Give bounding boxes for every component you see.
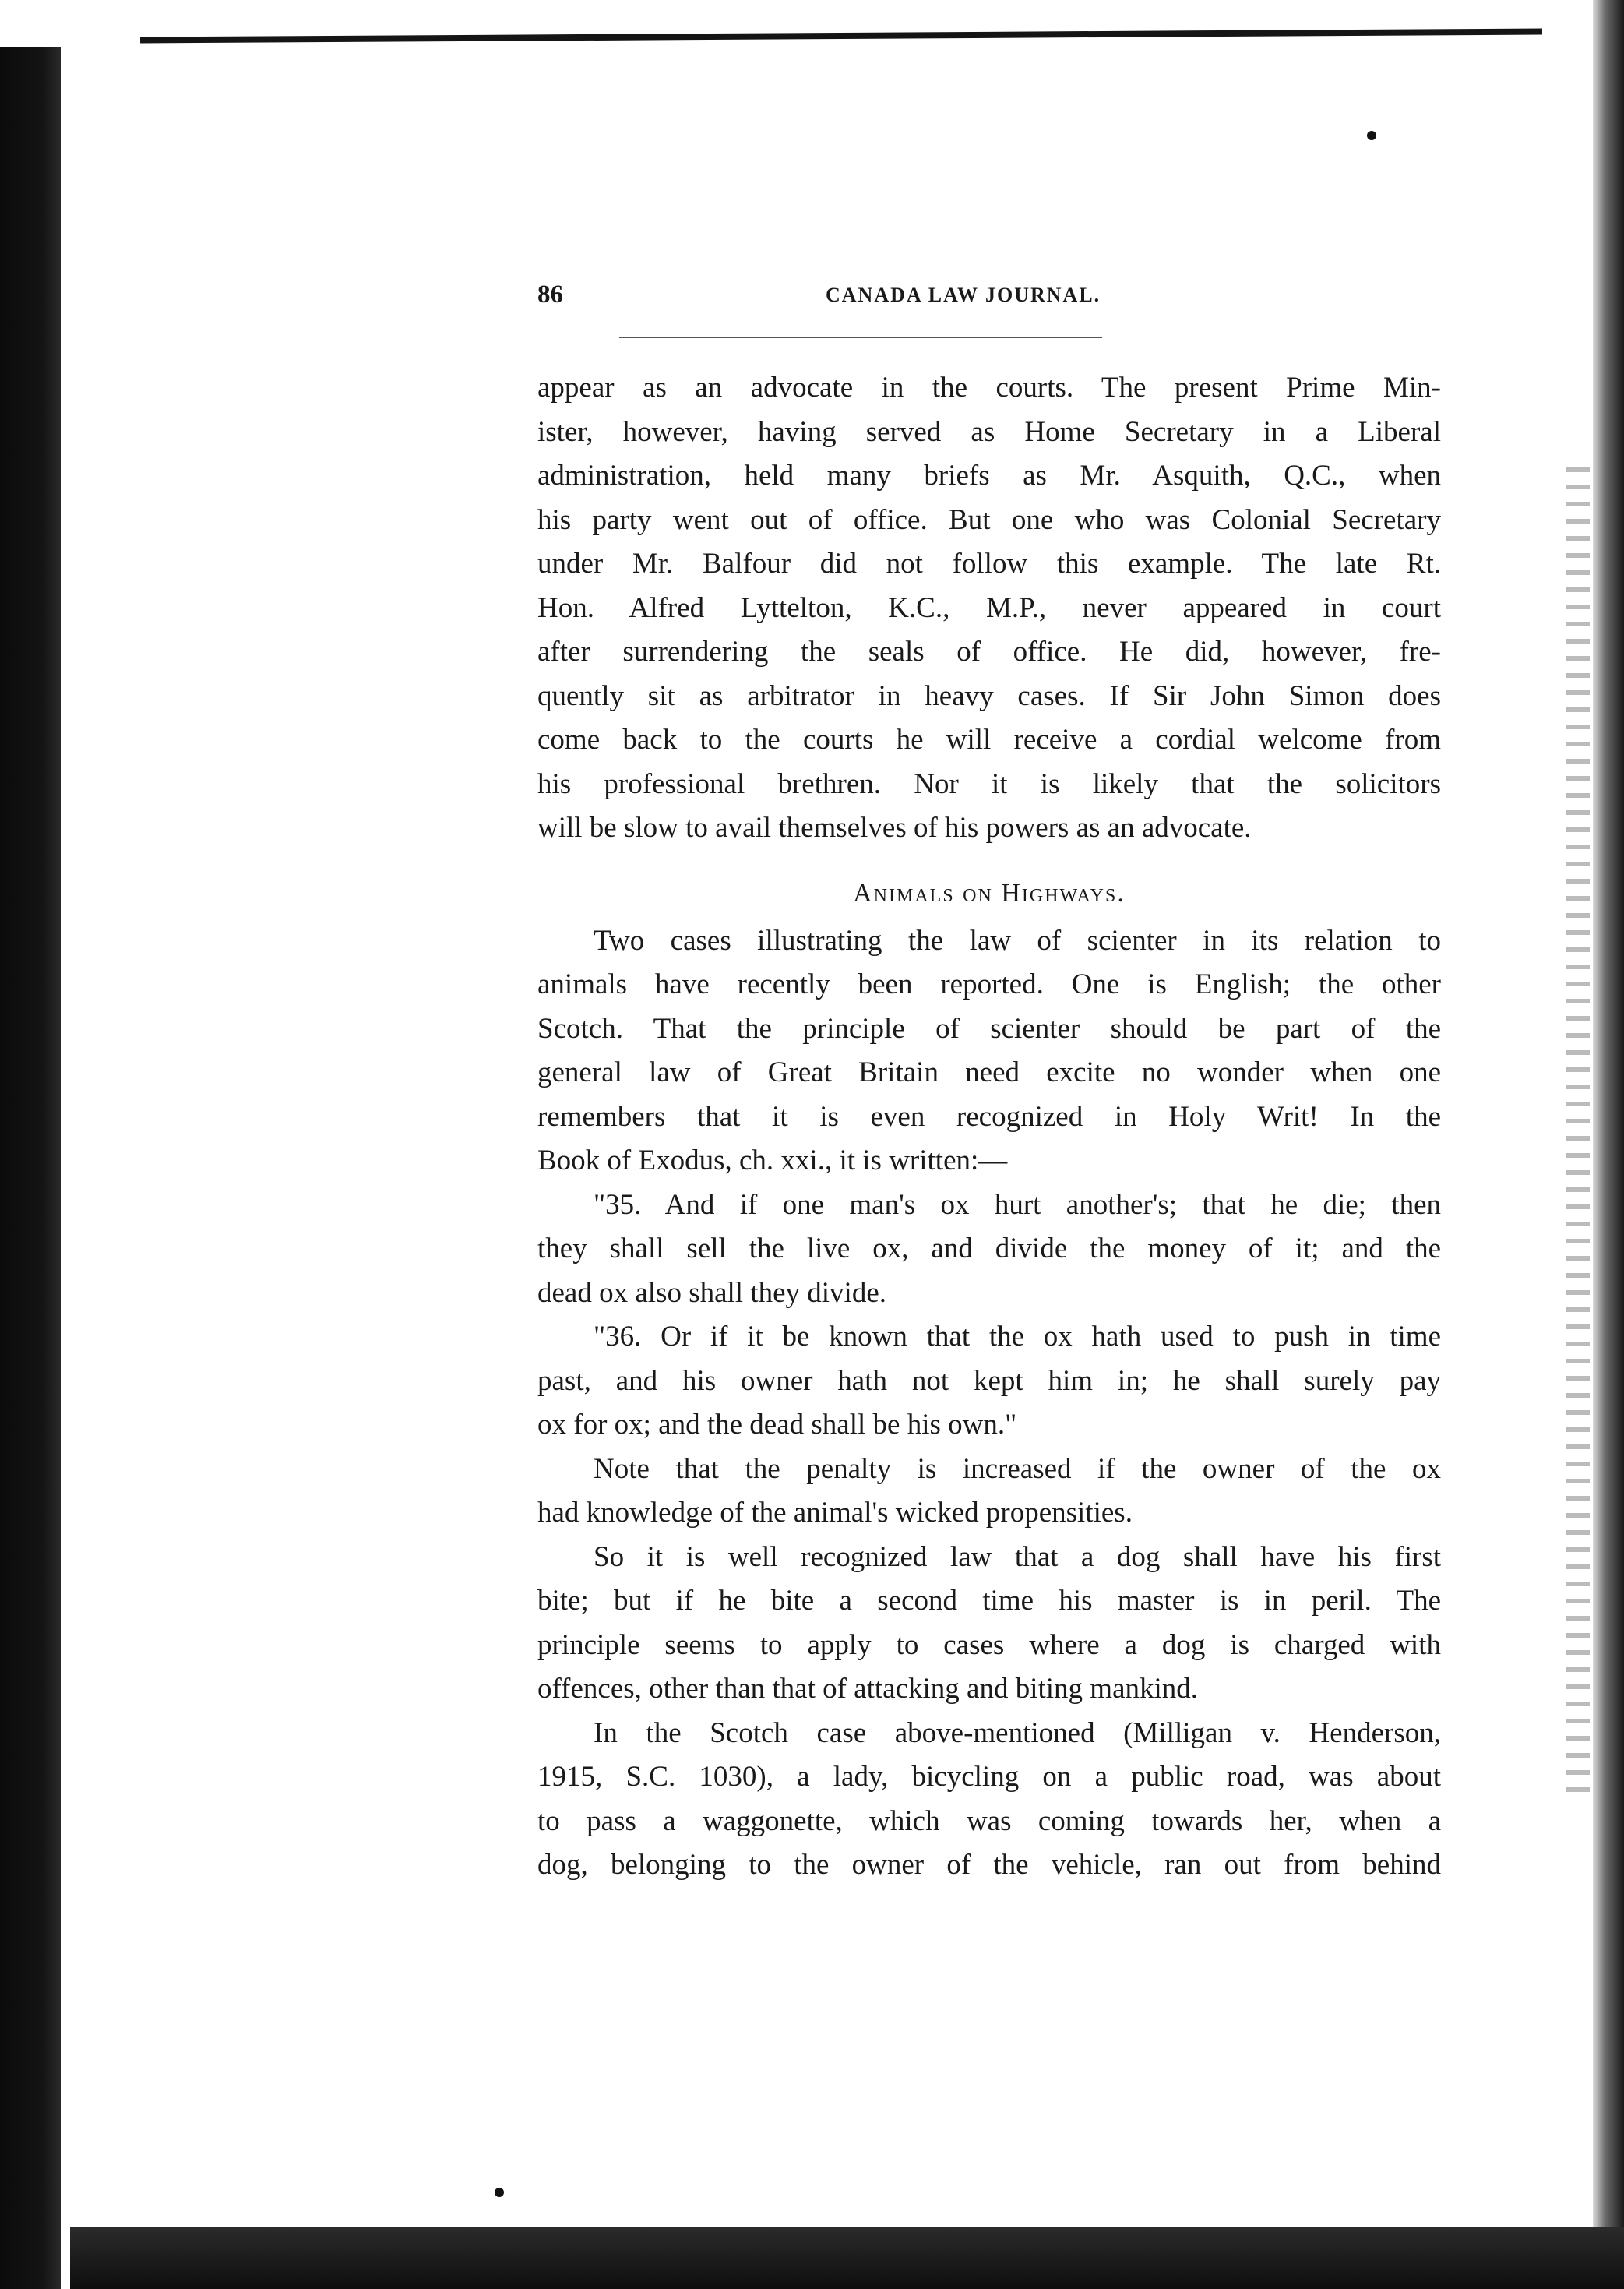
text-line: after surrendering the seals of office. He did, however, fre- (537, 636, 1441, 668)
paragraph-5 (537, 1712, 1441, 1888)
text-line: come back to the courts he will receive a cordial welcome from (537, 724, 1441, 756)
text-line: administration, held many briefs as Mr. Asquith, Q.C., when (537, 460, 1441, 492)
text-line: they shall sell the live ox, and divide the money of it; and the (537, 1233, 1441, 1264)
text-line: will be slow to avail themselves of his powers as an advocate. (537, 812, 1252, 844)
text-line: ister, however, having served as Home Secretary in a Liberal (537, 415, 1441, 448)
text-line: Hon. Alfred Lyttelton, K.C., M.P., never appeared in court (537, 591, 1441, 624)
paragraph-3 (537, 1448, 1441, 1536)
text-line: Book of Exodus, ch. xxi., it is written:— (537, 1144, 1008, 1176)
text-line: dead ox also shall they divide. (537, 1276, 887, 1309)
text-line: his party went out of office. But one who was Colonial Secretary (537, 503, 1441, 536)
text-line: under Mr. Balfour did not follow this example. The late Rt. (537, 548, 1441, 580)
text-line: ox for ox; and the dead shall be his own." (537, 1409, 1017, 1441)
scan-edge-left (0, 47, 61, 2289)
text-line: past, and his owner hath not kept him in; he shall surely pay (537, 1364, 1441, 1397)
text-line: So it is well recognized law that a dog shall have his first (594, 1540, 1441, 1573)
page-body (537, 366, 1441, 1888)
running-head: CANADA LAW JOURNAL. (826, 284, 1101, 306)
text-line: had knowledge of the animal's wicked propensities. (537, 1497, 1133, 1529)
text-line: Two cases illustrating the law of scienter in its relation to (594, 924, 1441, 957)
text-line: general law of Great Britain need excite no wonder when one (537, 1056, 1441, 1088)
text-line: offences, other than that of attacking and biting mankind. (537, 1673, 1199, 1705)
page-header (537, 280, 1433, 319)
paragraph-4 (537, 1536, 1441, 1712)
text-line: to pass a waggonette, which was coming towards her, when a (537, 1804, 1441, 1837)
quotation-verse-36 (537, 1315, 1441, 1448)
text-line: Note that the penalty is increased if the owner of the ox (594, 1452, 1441, 1485)
scan-edge-bottom (70, 2227, 1624, 2289)
text-line: In the Scotch case above-mentioned (Milligan v. Henderson, (594, 1716, 1441, 1749)
scan-edge-top (140, 29, 1542, 44)
scan-edge-right (1593, 0, 1624, 2289)
text-line: 1915, S.C. 1030), a lady, bicycling on a public road, was about (537, 1761, 1441, 1793)
section-heading: Animals on Highways. (853, 878, 1126, 908)
paragraph-2 (537, 919, 1441, 1183)
text-line: his professional brethren. Nor it is likely that the solicitors (537, 767, 1441, 800)
text-line: dog, belonging to the owner of the vehicle, ran out from behind (537, 1849, 1441, 1881)
text-line: bite; but if he bite a second time his master is in peril. The (537, 1585, 1441, 1617)
text-line: "36. Or if it be known that the ox hath used to push in time (594, 1321, 1441, 1353)
scan-noise-right (1566, 467, 1590, 1792)
paragraph-1 (537, 366, 1441, 851)
header-rule (619, 337, 1102, 338)
text-line: remembers that it is even recognized in Holy Writ! In the (537, 1100, 1441, 1133)
text-line: quently sit as arbitrator in heavy cases. If Sir John Simon does (537, 679, 1441, 712)
page-number: 86 (537, 280, 563, 309)
text-line: "35. And if one man's ox hurt another's; that he die; then (594, 1188, 1441, 1221)
scan-speck (1367, 131, 1376, 140)
text-line: Scotch. That the principle of scienter should be part of the (537, 1012, 1441, 1045)
text-line: principle seems to apply to cases where a dog is charged with (537, 1628, 1441, 1661)
text-line: appear as an advocate in the courts. The present Prime Min- (537, 372, 1441, 404)
text-line: animals have recently been reported. One is English; the other (537, 968, 1441, 1000)
quotation-verse-35 (537, 1183, 1441, 1316)
scan-speck (495, 2188, 504, 2197)
